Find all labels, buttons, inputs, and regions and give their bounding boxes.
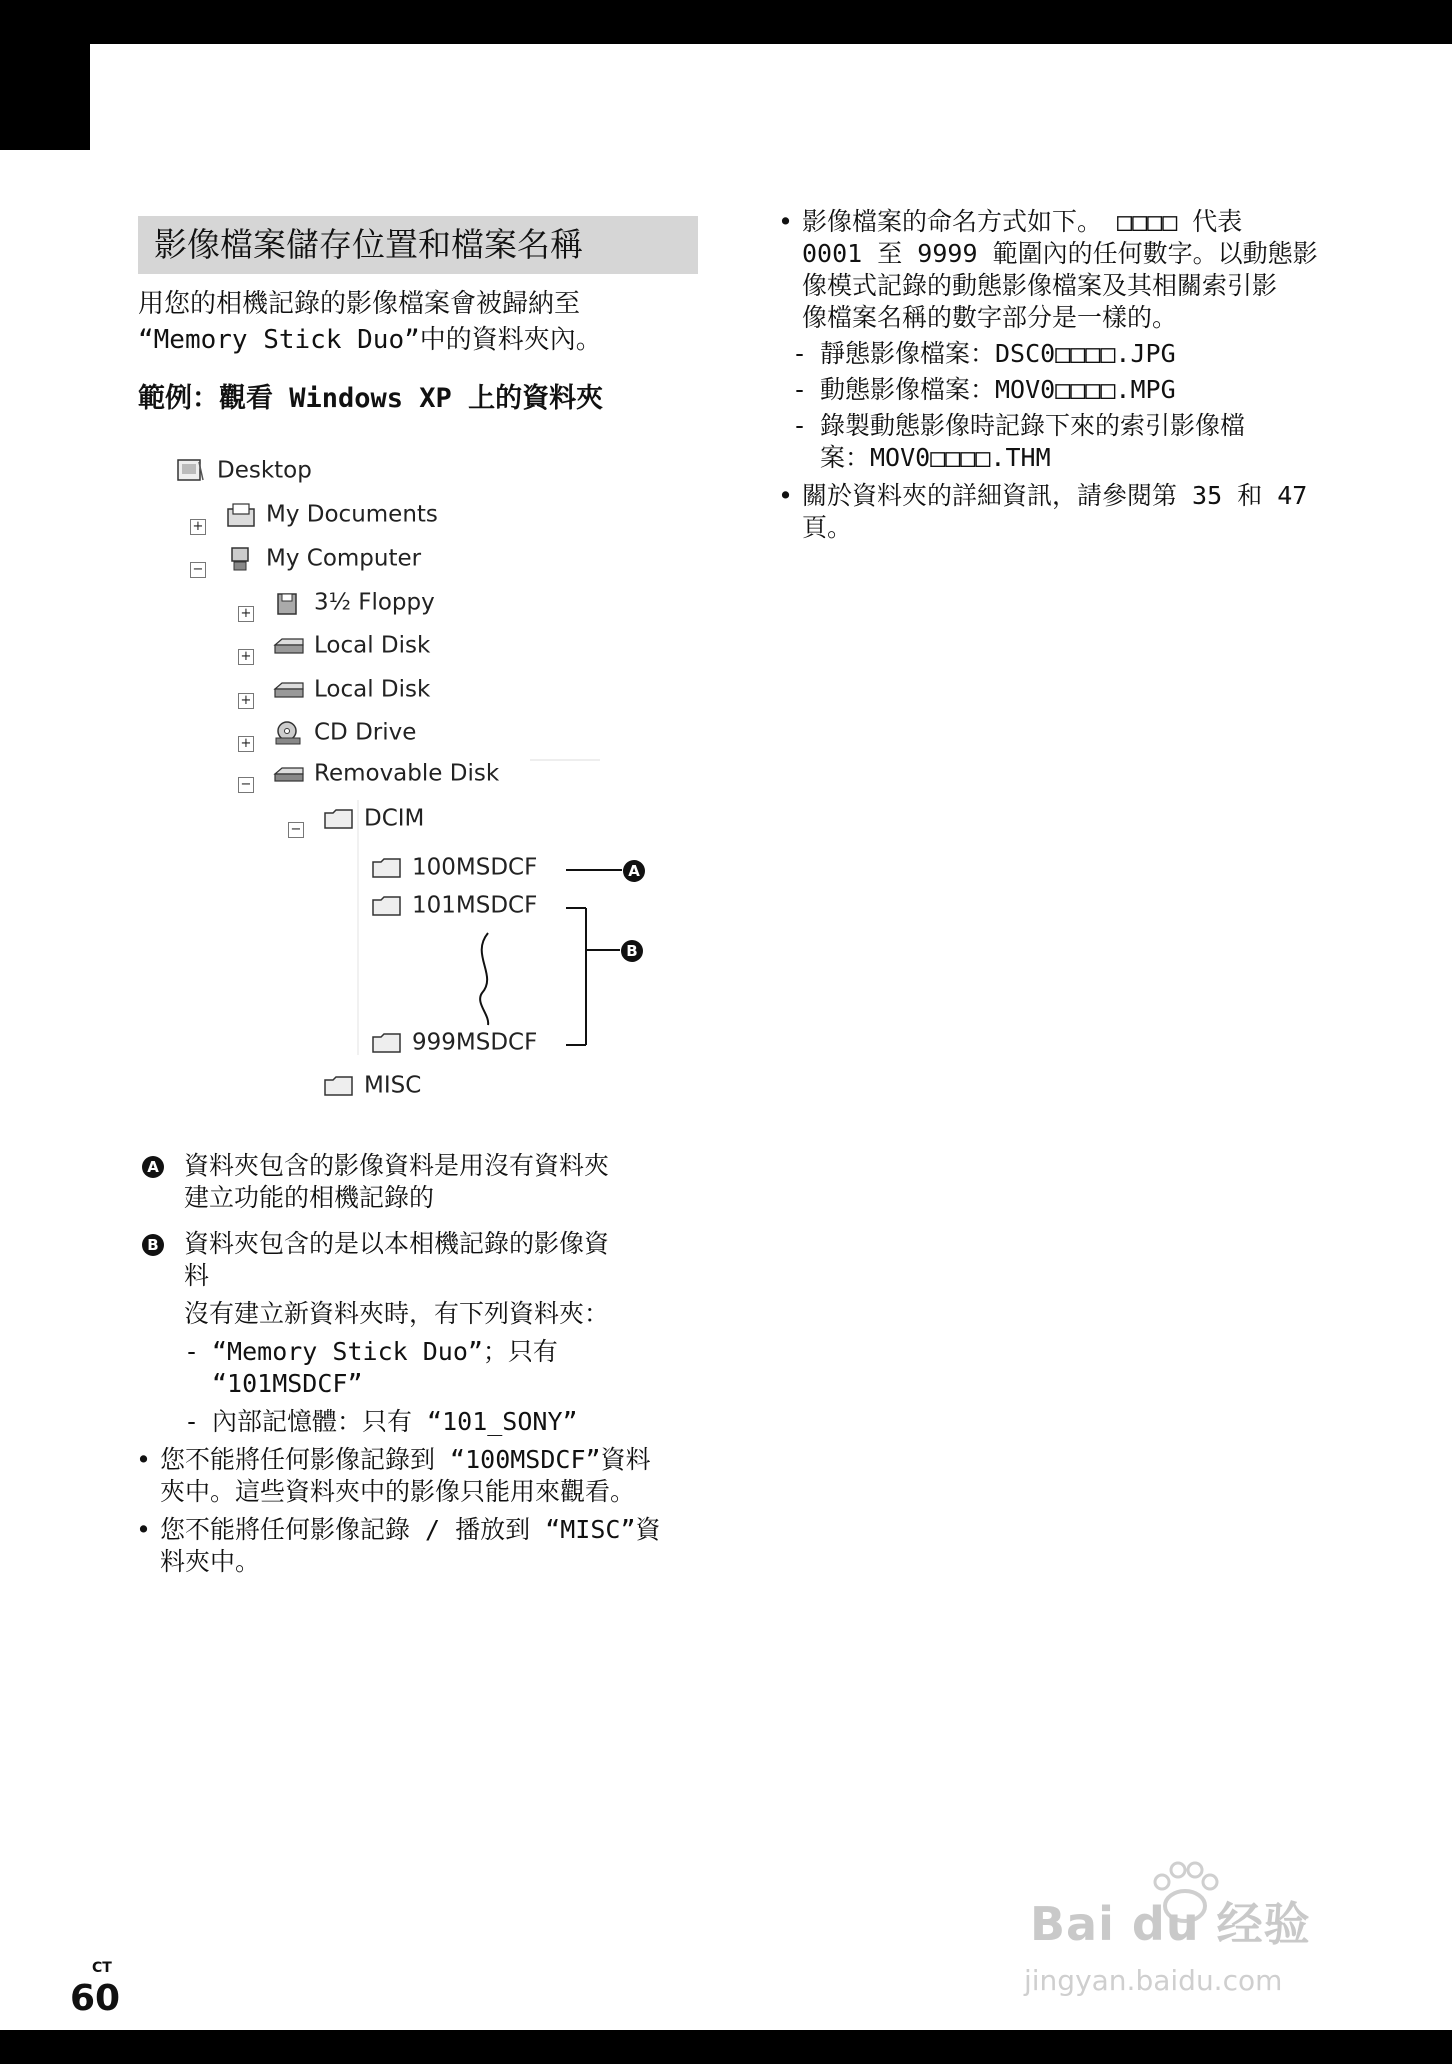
bullet-1-line-1: • 您不能將任何影像記錄到 “100MSDCF”資料 — [160, 1445, 651, 1474]
tree-label: My Documents — [266, 501, 438, 528]
dash-mark: - — [792, 411, 808, 440]
callout-a-label: A — [628, 862, 640, 880]
bullet-1-line-2: 夾中。這些資料夾中的影像只能用來觀看。 — [160, 1477, 636, 1506]
right-bullet-2-line-2: 頁。 — [802, 513, 853, 542]
tree-item-removable-disk[interactable] — [272, 760, 499, 790]
right-bullet-1-line-2: 0001 至 9999 範圍內的任何數字。以動態影 — [802, 239, 1318, 268]
note-b-badge: B — [142, 1234, 164, 1256]
tree-label: Local Disk — [314, 632, 431, 659]
baidu-watermark — [1010, 1868, 1390, 2018]
tree-label: 3½ Floppy — [314, 589, 435, 616]
dash-2-text: 內部記憶體：只有 “101_SONY” — [212, 1407, 578, 1436]
tree-item-999msdcf[interactable] — [370, 1029, 537, 1059]
note-a-line-1: 資料夾包含的影像資料是用沒有資料夾 — [184, 1151, 610, 1180]
tree-toggle-cd-drive[interactable]: + — [238, 736, 254, 752]
hard-disk-icon — [272, 633, 306, 659]
tree-item-my-documents[interactable] — [224, 501, 438, 531]
note-a — [140, 1150, 710, 1214]
note-b-dash-2 — [140, 1406, 710, 1438]
bottom-black-bar — [0, 2030, 1452, 2064]
folder-icon — [370, 1030, 404, 1056]
tree-item-floppy[interactable] — [272, 589, 435, 619]
tree-item-misc[interactable] — [322, 1072, 421, 1102]
tree-toggle-dcim[interactable]: − — [288, 822, 304, 838]
right-dash-2 — [778, 374, 1338, 406]
desktop-icon — [175, 458, 209, 484]
right-dash-3-line-1: 錄製動態影像時記錄下來的索引影像檔 — [820, 411, 1246, 440]
folder-icon — [370, 855, 404, 881]
dash-1-line-1: “Memory Stick Duo”；只有 — [212, 1337, 558, 1366]
right-bullet-1 — [778, 206, 1338, 334]
tree-item-local-disk-2[interactable] — [272, 676, 430, 706]
folder-tree — [170, 455, 690, 1115]
dash-mark: - — [184, 1407, 200, 1436]
floppy-icon — [272, 590, 306, 616]
my-documents-icon — [224, 502, 258, 528]
folder-icon — [322, 1073, 356, 1099]
right-bullet-1-line-4: 像檔案名稱的數字部分是一樣的。 — [802, 303, 1178, 332]
hard-disk-icon — [272, 677, 306, 703]
tree-label: 101MSDCF — [412, 892, 538, 919]
tree-toggle-local-disk-1[interactable]: + — [238, 649, 254, 665]
right-bullet-1-line-1: • 影像檔案的命名方式如下。 □□□□ 代表 — [802, 207, 1243, 236]
tree-toggle-my-computer[interactable]: − — [190, 562, 206, 578]
tree-item-100msdcf[interactable] — [370, 854, 537, 884]
tree-label: DCIM — [364, 805, 425, 832]
note-a-line-2: 建立功能的相機記錄的 — [184, 1183, 435, 1212]
note-b-line-1: 資料夾包含的是以本相機記錄的影像資 — [184, 1229, 610, 1258]
right-dash-1-text: 靜態影像檔案：DSC0□□□□.JPG — [820, 339, 1176, 368]
tree-item-local-disk-1[interactable] — [272, 632, 430, 662]
tree-toggle-local-disk-2[interactable]: + — [238, 693, 254, 709]
left-notes — [140, 1150, 710, 1578]
note-b-dash-1 — [140, 1336, 710, 1400]
left-column — [138, 216, 698, 418]
continuation-squiggle — [480, 933, 488, 1025]
left-bullet-2 — [136, 1514, 710, 1578]
tree-item-101msdcf[interactable] — [370, 892, 537, 922]
tree-item-dcim[interactable] — [322, 805, 424, 835]
side-black-tab — [0, 0, 90, 150]
folder-icon — [370, 893, 404, 919]
note-b — [140, 1228, 710, 1438]
tree-label: 100MSDCF — [412, 854, 538, 881]
bullet-2-line-1: • 您不能將任何影像記錄 / 播放到 “MISC”資 — [160, 1515, 661, 1544]
dash-mark: - — [792, 339, 808, 368]
dash-1-line-2: “101MSDCF” — [212, 1369, 363, 1398]
removable-disk-icon — [272, 761, 306, 787]
dash-mark: - — [792, 375, 808, 404]
right-bullet-2-line-1: • 關於資料夾的詳細資訊，請參閱第 35 和 47 — [802, 481, 1308, 510]
tree-item-my-computer[interactable] — [224, 545, 421, 575]
tree-label: Removable Disk — [314, 760, 500, 787]
tree-label: CD Drive — [314, 719, 417, 746]
top-black-bar — [0, 0, 1452, 44]
note-a-badge: A — [142, 1156, 164, 1178]
note-b-line-2: 料 — [184, 1261, 210, 1290]
example-label: 範例：觀看 Windows XP 上的資料夾 — [138, 383, 604, 414]
intro-paragraph — [138, 286, 698, 358]
right-bullet-1-line-3: 像模式記錄的動態影像檔案及其相關索引影 — [802, 271, 1278, 300]
left-bullet-1 — [136, 1444, 710, 1508]
dash-mark: - — [184, 1337, 200, 1366]
intro-line-2: “Memory Stick Duo”中的資料夾內。 — [138, 325, 602, 355]
bullet-2-line-2: 料夾中。 — [160, 1547, 261, 1576]
watermark-brand: Bai du 经验 — [1030, 1897, 1311, 1951]
my-computer-icon — [224, 546, 258, 572]
right-dash-3 — [778, 410, 1338, 474]
tree-toggle-my-documents[interactable]: + — [190, 519, 206, 535]
language-code: CT — [92, 1960, 112, 1976]
section-title: 影像檔案儲存位置和檔案名稱 — [138, 216, 698, 274]
tree-toggle-removable-disk[interactable]: − — [238, 777, 254, 793]
folder-icon — [322, 806, 356, 832]
right-column — [778, 206, 1338, 544]
tree-label: 999MSDCF — [412, 1029, 538, 1056]
watermark-url: jingyan.baidu.com — [1024, 1964, 1283, 1997]
right-dash-1 — [778, 338, 1338, 370]
tree-label: Desktop — [217, 457, 312, 484]
right-dash-2-text: 動態影像檔案：MOV0□□□□.MPG — [820, 375, 1176, 404]
note-b-line-3: 沒有建立新資料夾時，有下列資料夾： — [184, 1299, 610, 1328]
cd-drive-icon — [272, 720, 306, 746]
right-dash-3-line-2: 案：MOV0□□□□.THM — [820, 443, 1051, 472]
tree-label: Local Disk — [314, 676, 431, 703]
callout-b-label: B — [626, 942, 638, 960]
right-bullet-2 — [778, 480, 1338, 544]
tree-label: MISC — [364, 1072, 422, 1099]
tree-item-cd-drive[interactable] — [272, 719, 416, 749]
tree-label: My Computer — [266, 545, 422, 572]
tree-item-desktop[interactable] — [175, 457, 312, 487]
intro-line-1: 用您的相機記錄的影像檔案會被歸納至 — [138, 289, 581, 319]
page-number: 60 — [70, 1978, 121, 2019]
tree-toggle-floppy[interactable]: + — [238, 606, 254, 622]
